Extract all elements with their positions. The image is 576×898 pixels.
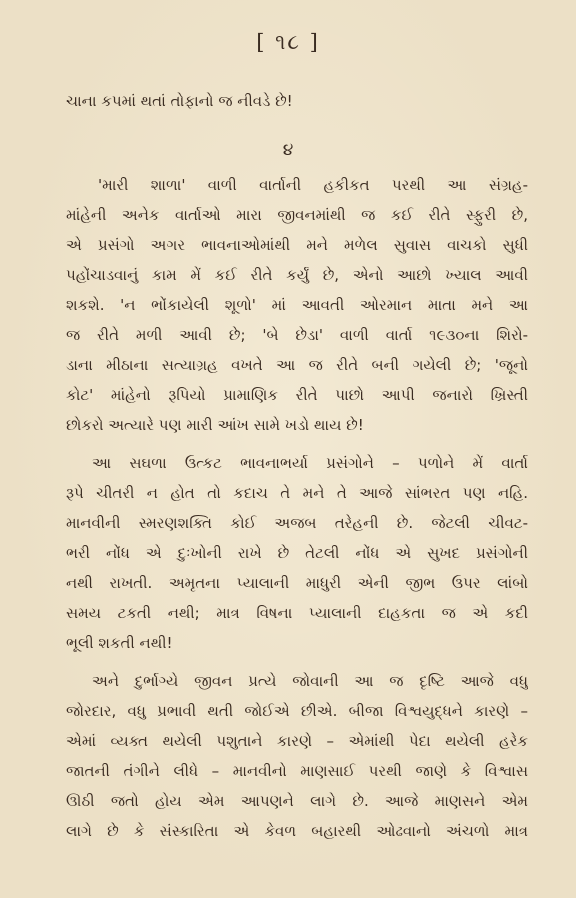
opening-line: ચાના કપમાં થતાં તોફાનો જ નીવડે છે! <box>66 92 293 110</box>
paragraph-line: રૂપે ચીતરી ન હોત તો કદાચ તે મને તે આજે સાંભરત પણ નહિ. <box>66 484 528 502</box>
paragraph-line: જ રીતે મળી આવી છે; 'બે છેડા' વાળી વાર્તા ૧૯૩૦ના શિરો- <box>66 326 528 344</box>
paragraph-line: એ પ્રસંગો અગર ભાવનાઓમાંથી મને મળેલ સુવાસ વાચકો સુધી <box>66 236 528 254</box>
paragraph-line: કોટ' માંહેનો રૂપિયો પ્રામાણિક રીતે પાછો આપી જનારો ખ્રિસ્તી <box>66 386 528 404</box>
paragraph-line: નથી રાખતી. અમૃતના પ્યાલાની માધુરી એની જીભ ઉપર લાંબો <box>66 574 528 592</box>
paragraph-line: ડાના મીઠાના સત્યાગ્રહ વખતે આ જ રીતે બની ગયેલી છે; 'જૂનો <box>66 356 528 374</box>
paragraph-line: માનવીની સ્મરણશક્તિ કોઈ અજબ તરેહની છે. જેટલી ચીવટ- <box>66 514 528 532</box>
paragraph-line: લાગે છે કે સંસ્કારિતા એ કેવળ બહારથી ઓઢવાનો અંચળો માત્ર <box>66 822 528 840</box>
paragraph-line: માંહેની અનેક વાર્તાઓ મારા જીવનમાંથી જ કઈ રીતે સ્ફુરી છે, <box>66 206 528 224</box>
paragraph-line: છોકરો અત્યારે પણ મારી આંખ સામે ખડો થાય છે! <box>66 416 364 434</box>
paragraph-line: 'મારી શાળા' વાળી વાર્તાની હકીકત પરથી આ સંગ્રહ- <box>98 176 528 194</box>
paragraph-line: ભૂલી શકતી નથી! <box>66 634 173 652</box>
paragraph-line: ઊઠી જતો હોય એમ આપણને લાગે છે. આજે માણસને એમ <box>66 792 528 810</box>
paragraph-line: આ સઘળા ઉત્કટ ભાવનાભર્યા પ્રસંગોને – પળોને મેં વાર્તા <box>92 454 528 472</box>
paragraph-line: ભરી નોંધ એ દુઃખોની રાખે છે તેટલી નોંધ એ સુખદ પ્રસંગોની <box>66 544 528 562</box>
paragraph-line: એમાં વ્યક્ત થયેલી પશુતાને કારણે – એમાંથી પેદા થયેલી હરેક <box>66 732 528 750</box>
paragraph-line: સમય ટકતી નથી; માત્ર વિષના પ્યાલાની દાહકતા જ એ કદી <box>66 604 528 622</box>
paragraph-line: અને દુર્ભાગ્યે જીવન પ્રત્યે જોવાની આ જ દૃષ્ટિ આજે વધુ <box>92 672 528 690</box>
paragraph-line: જોરદાર, વધુ પ્રભાવી થતી જોઈએ છીએ. બીજા વિશ્વયુદ્ધને કારણે – <box>66 702 528 720</box>
section-number: ૪ <box>282 140 294 160</box>
paragraph-line: શકશે. 'ન ભોંકાયેલી શૂળો' માં આવતી ઓરમાન માતા મને આ <box>66 296 528 314</box>
page-number: [ ૧૮ ] <box>256 30 320 54</box>
paragraph-line: જાતની તંગીને લીધે – માનવીનો માણસાઈ પરથી જાણે કે વિશ્વાસ <box>66 762 528 780</box>
paragraph-line: પહોંચાડવાનું કામ મેં કઈ રીતે કર્યું છે, એનો આછો ખ્યાલ આવી <box>66 266 528 284</box>
